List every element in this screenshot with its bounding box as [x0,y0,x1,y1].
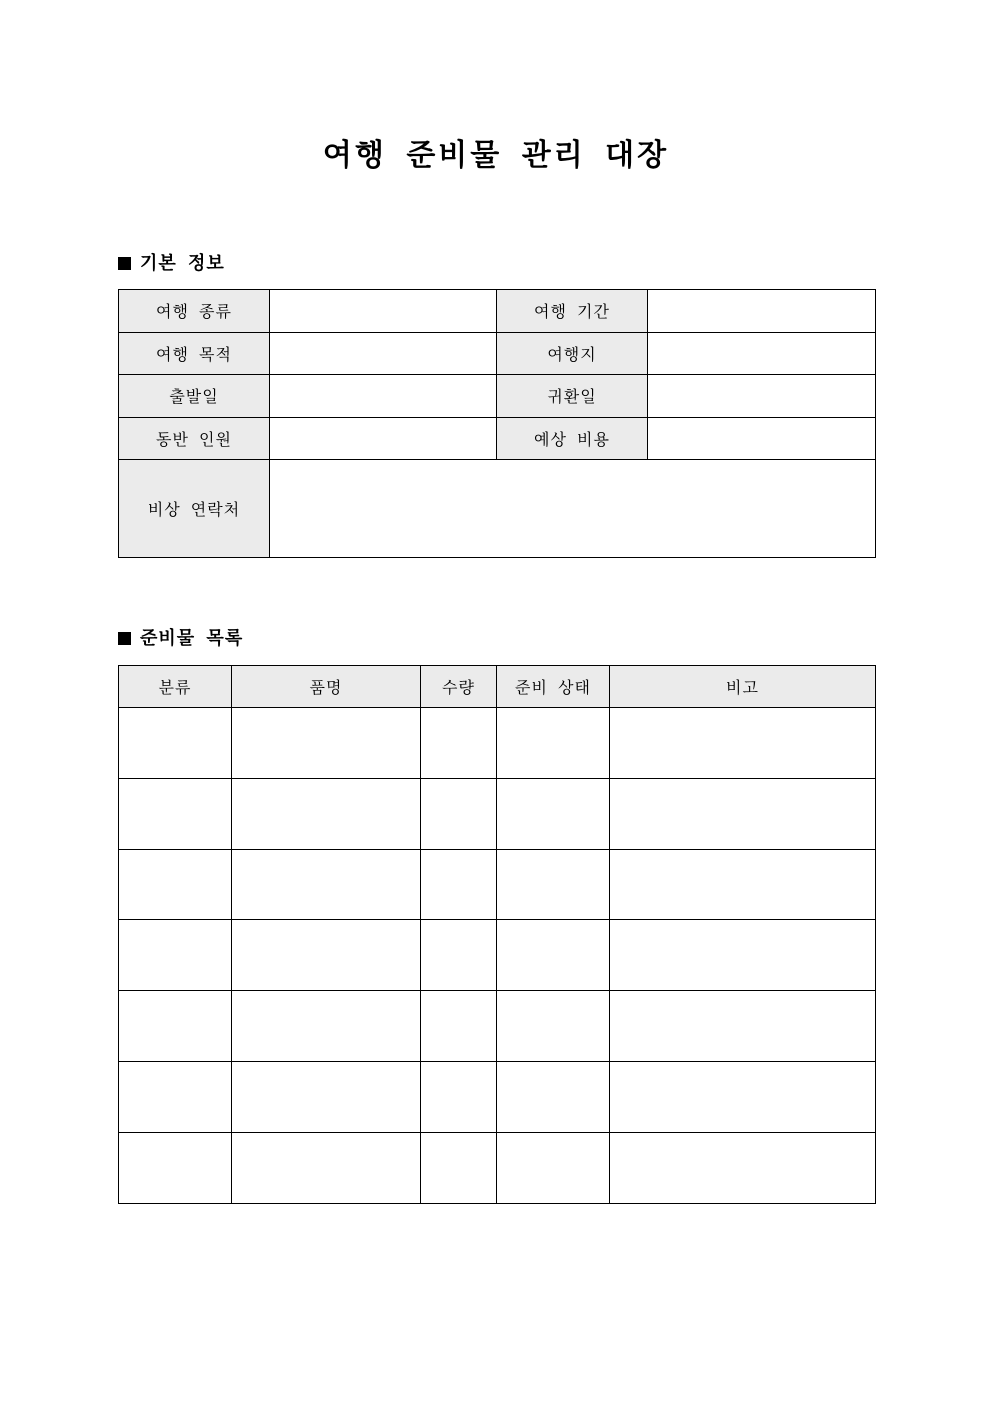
emergency-contact-field[interactable] [270,460,876,558]
table-row [119,375,876,418]
destination-field[interactable] [648,332,876,375]
note-cell[interactable] [610,778,876,849]
black-square-icon [118,632,131,645]
item-name-cell[interactable] [232,1132,421,1203]
basic-info-table [118,289,876,558]
emergency-contact-label: 비상 연락처 [119,460,270,558]
item-name-cell[interactable] [232,991,421,1062]
item-name-cell[interactable] [232,849,421,920]
trip-purpose-field[interactable] [270,332,497,375]
item-name-cell[interactable] [232,920,421,991]
quantity-cell[interactable] [421,991,497,1062]
black-square-icon [118,257,131,270]
items-heading [118,626,243,652]
return-date-field[interactable] [648,375,876,418]
note-cell[interactable] [610,708,876,779]
quantity-cell[interactable] [421,708,497,779]
table-row [119,920,876,991]
column-header-category: 분류 [119,666,232,708]
companions-field[interactable] [270,417,497,460]
note-cell[interactable] [610,991,876,1062]
trip-type-field[interactable] [270,290,497,333]
departure-date-label: 출발일 [119,375,270,418]
status-cell[interactable] [497,991,610,1062]
table-row [119,708,876,779]
status-cell[interactable] [497,778,610,849]
items-table [118,665,876,1204]
status-cell[interactable] [497,1061,610,1132]
status-cell[interactable] [497,1132,610,1203]
table-row [119,1132,876,1203]
status-cell[interactable] [497,708,610,779]
quantity-cell[interactable] [421,920,497,991]
column-header-status: 준비 상태 [497,666,610,708]
table-header-row [119,666,876,708]
column-header-quantity: 수량 [421,666,497,708]
note-cell[interactable] [610,849,876,920]
column-header-note: 비고 [610,666,876,708]
category-cell[interactable] [119,708,232,779]
table-row [119,991,876,1062]
category-cell[interactable] [119,1061,232,1132]
trip-purpose-label: 여행 목적 [119,332,270,375]
quantity-cell[interactable] [421,1132,497,1203]
table-row [119,778,876,849]
table-row [119,290,876,333]
trip-period-field[interactable] [648,290,876,333]
item-name-cell[interactable] [232,778,421,849]
quantity-cell[interactable] [421,1061,497,1132]
status-cell[interactable] [497,849,610,920]
table-row [119,849,876,920]
table-row [119,1061,876,1132]
category-cell[interactable] [119,991,232,1062]
basic-info-heading [118,251,225,277]
note-cell[interactable] [610,1061,876,1132]
category-cell[interactable] [119,778,232,849]
trip-period-label: 여행 기간 [497,290,648,333]
quantity-cell[interactable] [421,849,497,920]
table-row [119,332,876,375]
destination-label: 여행지 [497,332,648,375]
companions-label: 동반 인원 [119,417,270,460]
note-cell[interactable] [610,920,876,991]
category-cell[interactable] [119,920,232,991]
items-heading-text: 준비물 목록 [140,628,244,649]
item-name-cell[interactable] [232,1061,421,1132]
category-cell[interactable] [119,1132,232,1203]
item-name-cell[interactable] [232,708,421,779]
table-row [119,460,876,558]
basic-info-heading-text: 기본 정보 [140,253,225,274]
return-date-label: 귀환일 [497,375,648,418]
departure-date-field[interactable] [270,375,497,418]
estimated-cost-field[interactable] [648,417,876,460]
status-cell[interactable] [497,920,610,991]
document-title: 여행 준비물 관리 대장 [322,138,670,173]
note-cell[interactable] [610,1132,876,1203]
table-row [119,417,876,460]
quantity-cell[interactable] [421,778,497,849]
category-cell[interactable] [119,849,232,920]
estimated-cost-label: 예상 비용 [497,417,648,460]
column-header-item-name: 품명 [232,666,421,708]
trip-type-label: 여행 종류 [119,290,270,333]
